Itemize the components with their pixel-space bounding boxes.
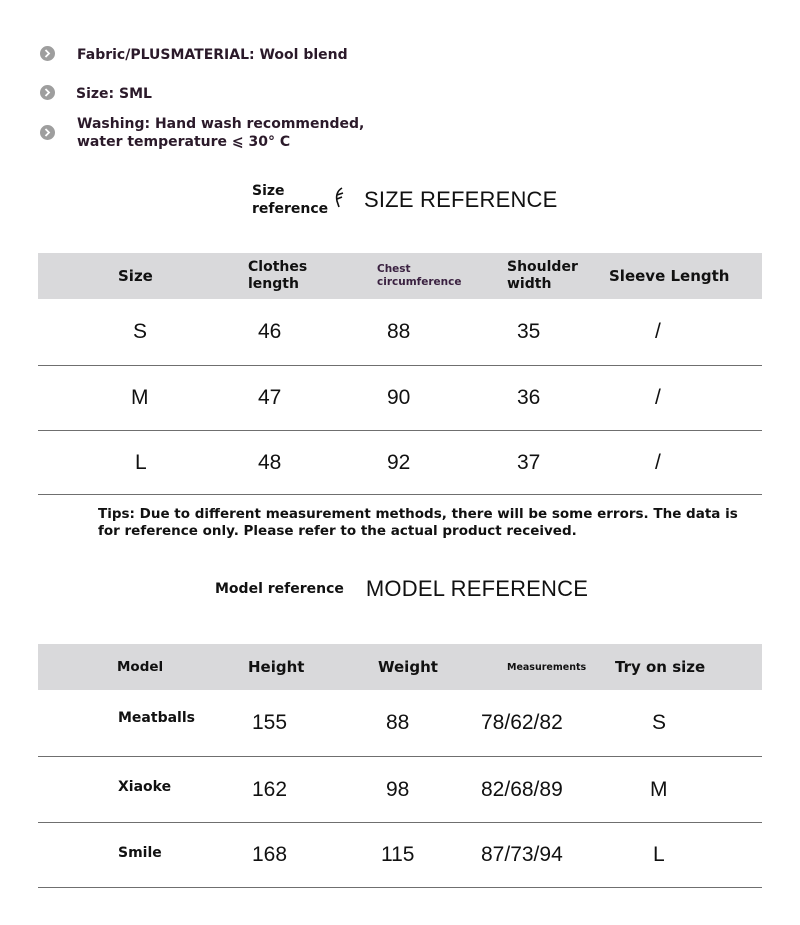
cell-clothes-length: 48 xyxy=(258,450,282,474)
table-row xyxy=(38,431,762,495)
cell-shoulder: 37 xyxy=(517,450,541,474)
column-header: Measurements xyxy=(507,661,587,673)
cell-size: L xyxy=(135,450,147,474)
spec-text: Size: SML xyxy=(76,86,152,102)
column-header: Height xyxy=(248,658,305,676)
cell-sleeve: / xyxy=(655,386,661,409)
spec-item-size xyxy=(40,85,152,103)
spec-item-fabric xyxy=(40,46,348,64)
model-table-header xyxy=(38,644,762,690)
size-reference-heading xyxy=(252,182,558,218)
spec-text: Fabric/PLUSMATERIAL: Wool blend xyxy=(77,47,348,63)
cell-clothes-length: 47 xyxy=(258,386,282,409)
cell-model: Meatballs xyxy=(118,710,195,726)
model-table xyxy=(38,644,762,888)
cell-sleeve: / xyxy=(655,320,661,343)
column-header: Sleeve Length xyxy=(609,267,730,285)
model-reference-heading xyxy=(215,576,588,602)
size-table-header xyxy=(38,253,762,299)
model-reference-small-label: Model reference xyxy=(215,581,344,597)
cell-model: Xiaoke xyxy=(118,779,172,795)
cell-chest: 92 xyxy=(387,450,411,474)
size-table xyxy=(38,253,762,495)
cell-shoulder: 35 xyxy=(517,320,541,343)
size-reference-small-label: Size reference xyxy=(252,183,329,217)
cell-height: 168 xyxy=(252,843,288,866)
cell-height: 162 xyxy=(252,777,288,801)
cell-clothes-length: 46 xyxy=(258,320,282,343)
cell-measurements: 82/68/89 xyxy=(481,777,563,801)
column-header: Try on size xyxy=(615,658,706,676)
cell-sleeve: / xyxy=(655,450,661,474)
chevron-right-icon xyxy=(40,125,55,140)
cell-chest: 90 xyxy=(387,386,411,409)
cell-weight: 115 xyxy=(381,843,415,866)
cell-model: Smile xyxy=(118,845,162,861)
column-header: Model xyxy=(117,659,164,675)
cell-measurements: 87/73/94 xyxy=(481,843,563,866)
table-row xyxy=(38,366,762,431)
cell-try-on-size: L xyxy=(653,843,665,866)
feather-icon xyxy=(334,187,346,213)
model-reference-title: MODEL REFERENCE xyxy=(365,576,589,601)
cell-height: 155 xyxy=(252,711,288,734)
cell-try-on-size: S xyxy=(652,711,667,734)
table-row xyxy=(38,823,762,888)
cell-weight: 88 xyxy=(386,711,410,734)
spec-item-washing xyxy=(40,115,397,151)
cell-size: S xyxy=(133,320,148,343)
column-header: Chest circumference xyxy=(377,263,462,288)
table-row xyxy=(38,690,762,757)
chevron-right-icon xyxy=(40,85,55,100)
column-header: Weight xyxy=(378,658,438,676)
column-header: Clothes length xyxy=(248,259,308,292)
chevron-right-icon xyxy=(40,46,55,61)
cell-chest: 88 xyxy=(387,320,411,343)
cell-try-on-size: M xyxy=(650,777,668,801)
cell-size: M xyxy=(131,386,149,409)
column-header: Shoulder width xyxy=(507,259,578,292)
column-header: Size xyxy=(118,267,153,285)
measurement-tips: Tips: Due to different measurement methods, there will be some errors. The data is for reference only. Please refer to the actual product received. xyxy=(98,506,738,539)
cell-shoulder: 36 xyxy=(517,386,541,409)
spec-text: Washing: Hand wash recommended, water temperature ⩽ 30° C xyxy=(77,116,365,150)
table-row xyxy=(38,757,762,823)
table-row xyxy=(38,299,762,366)
cell-measurements: 78/62/82 xyxy=(481,711,563,734)
size-reference-title: SIZE REFERENCE xyxy=(364,187,558,212)
cell-weight: 98 xyxy=(386,777,410,801)
